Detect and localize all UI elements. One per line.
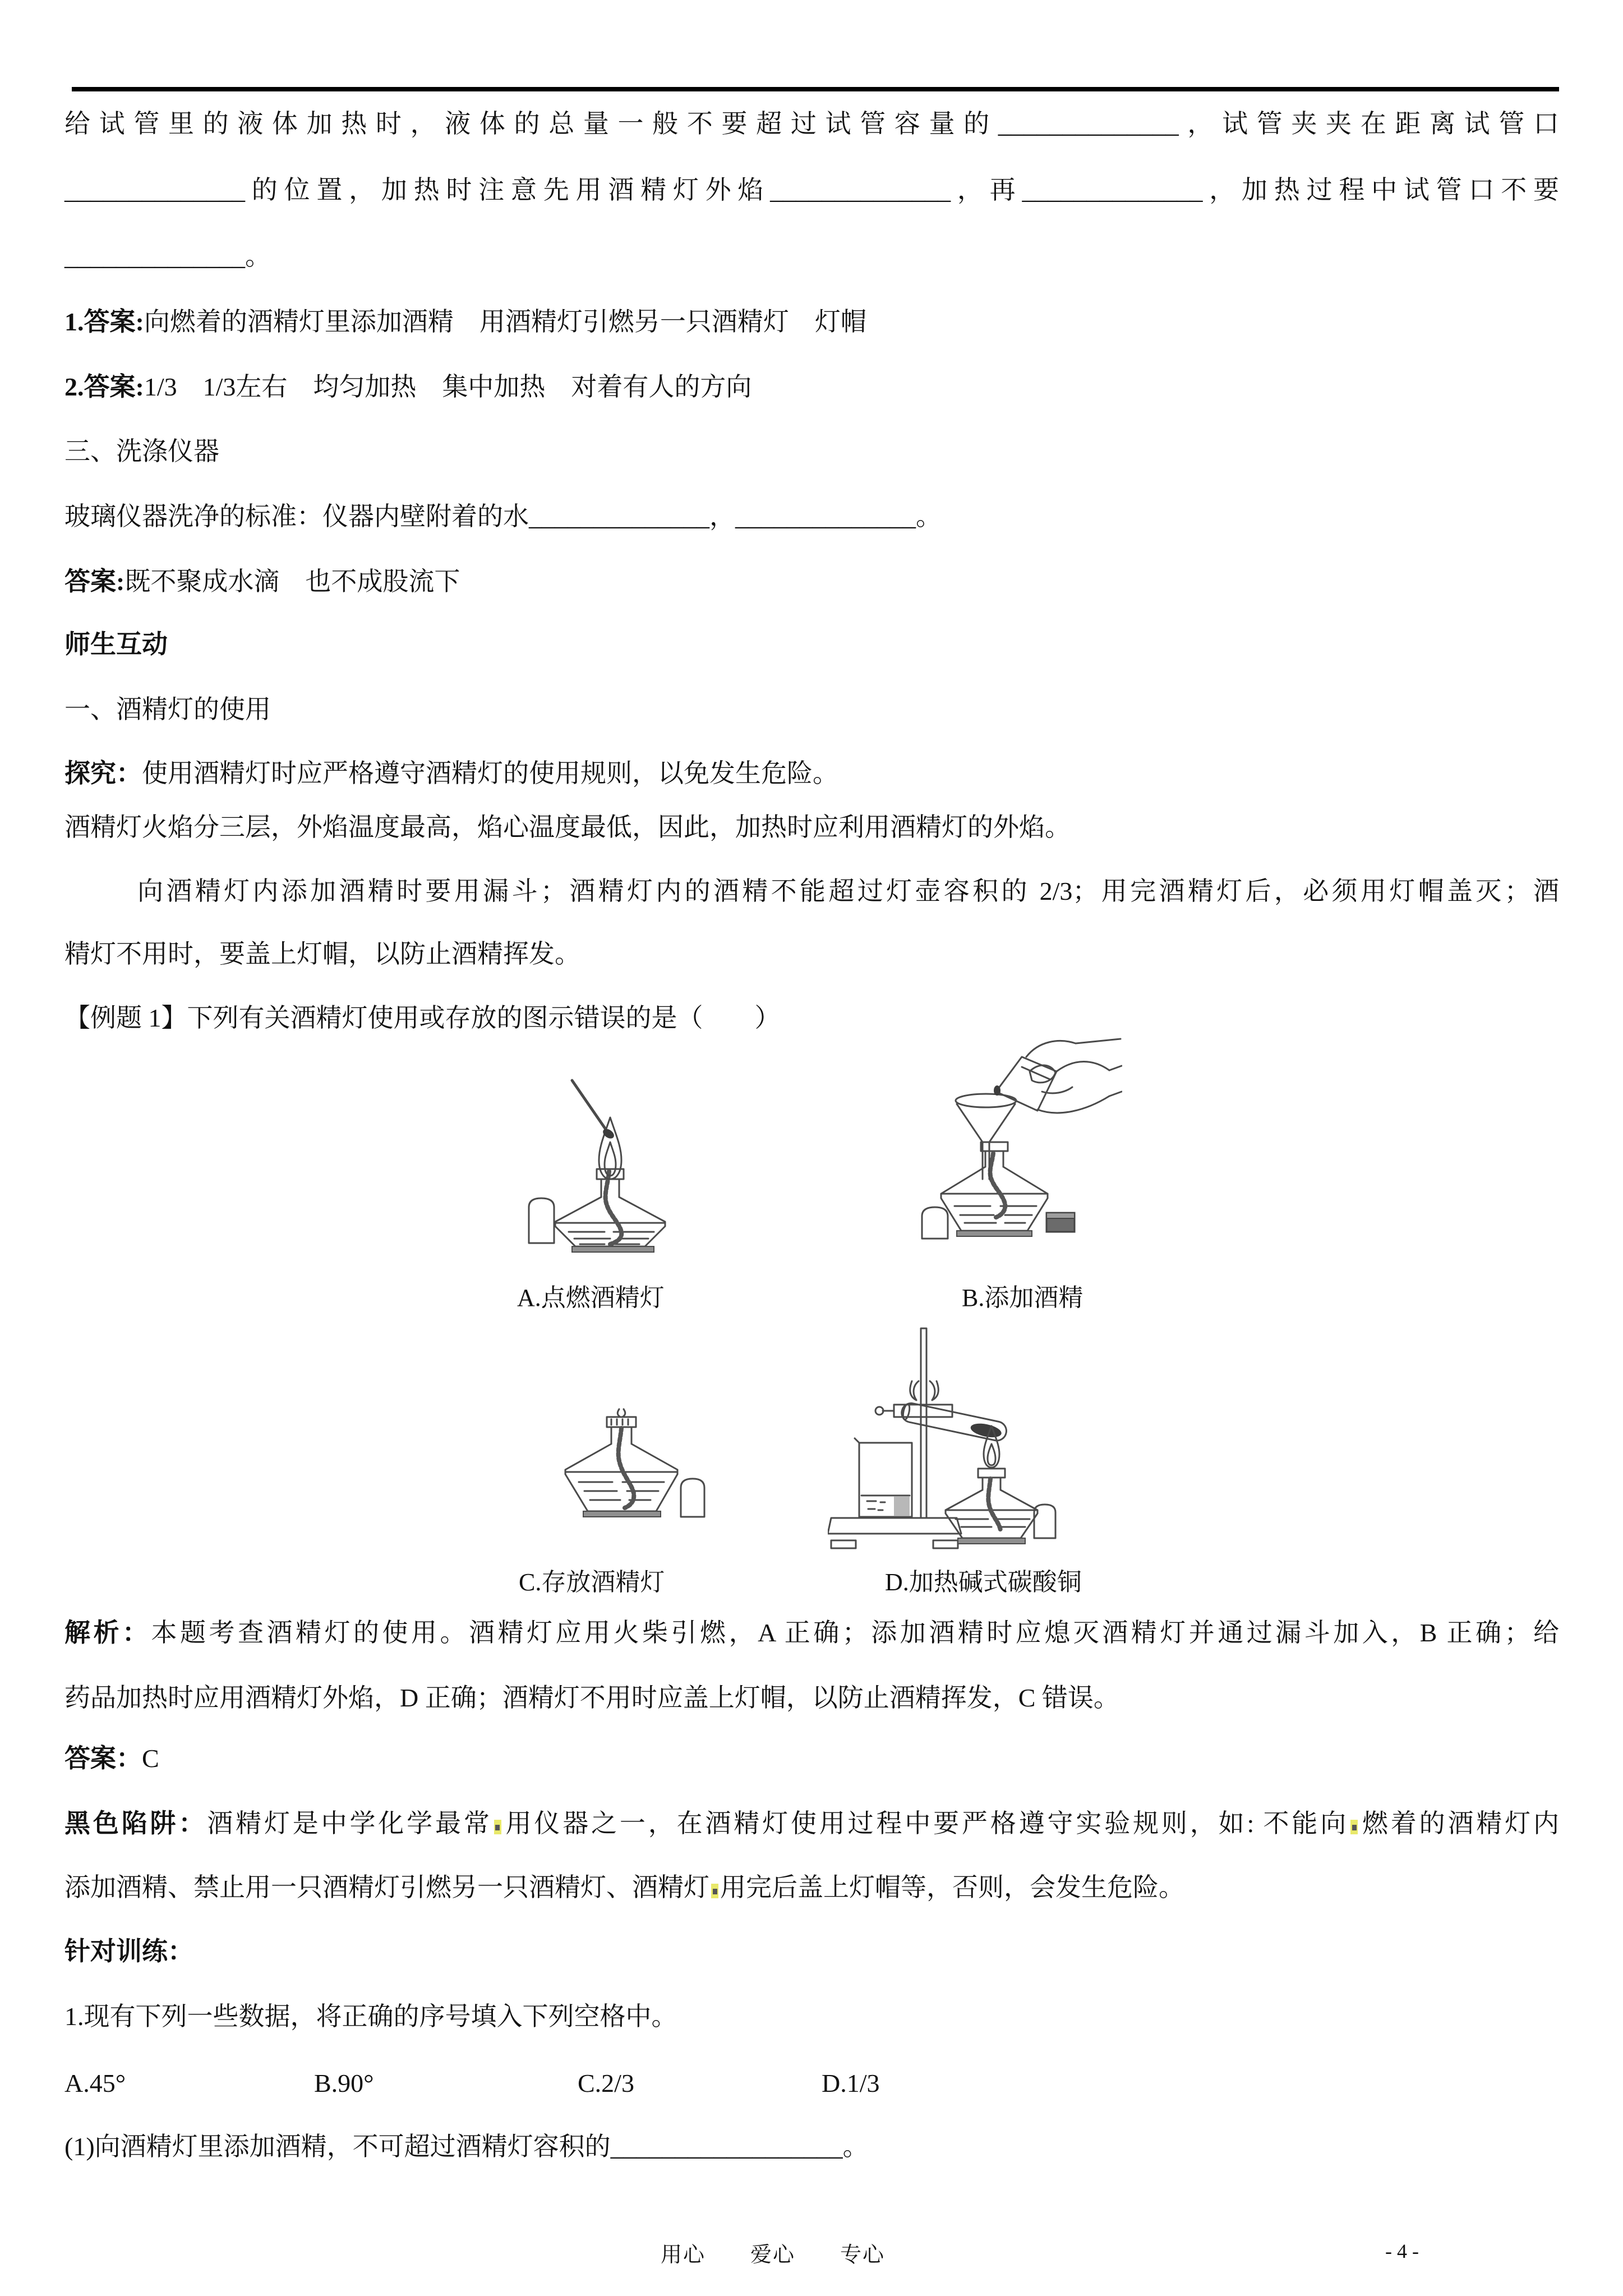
answer-2-text: 1/3 1/3左右 均匀加热 集中加热 对着有人的方向 xyxy=(144,372,752,401)
washing-answer-prefix: 答案: xyxy=(64,567,125,596)
option-d: D.1/3 xyxy=(822,2069,880,2097)
lamp-usage-line-2: 精灯不用时，要盖上灯帽，以防止酒精挥发。 xyxy=(64,940,580,968)
washing-answer-text: 既不聚成水滴 也不成股流下 xyxy=(125,567,460,596)
footer-motto: 用心 爱心 专心 xyxy=(661,2243,886,2267)
revision-mark-icon xyxy=(711,1884,718,1898)
trap-seg-1: 酒精灯是中学化学最常 xyxy=(207,1809,492,1838)
alcohol-lamp-icon xyxy=(941,1142,1048,1236)
explore-text: 使用酒精灯时应严格遵守酒精灯的使用规则，以免发生危险。 xyxy=(142,759,838,788)
section-lamp-usage: 一、酒精灯的使用 xyxy=(64,695,271,724)
interaction-heading: 师生互动 xyxy=(64,630,168,659)
option-a: A.45° xyxy=(64,2069,126,2097)
alcohol-lamp-icon xyxy=(555,1169,665,1252)
lamp-cap-icon xyxy=(922,1207,948,1239)
page-number: - 4 - xyxy=(1385,2240,1419,2262)
figure-a-illustration xyxy=(520,1064,677,1257)
figure-d-illustration xyxy=(828,1327,1063,1552)
trap-line2-seg-1: 添加酒精、禁止用一只酒精灯引燃另一只酒精灯、酒精灯 xyxy=(64,1873,709,1902)
answer-2-line xyxy=(64,371,1559,403)
washing-answer-line xyxy=(64,565,1559,598)
trap-line-1 xyxy=(64,1807,1559,1840)
figure-b-illustration xyxy=(912,1038,1122,1254)
fill-blank-line-2: ______________的位置，加热时注意先用酒精灯外焰______________，再______________，加热过程中试管口不要 xyxy=(64,176,1559,204)
analysis-line-1 xyxy=(64,1617,1559,1649)
figure-c-caption: C.存放酒精灯 xyxy=(519,1568,665,1596)
example-question: 【例题 1】下列有关酒精灯使用或存放的图示错误的是（ ） xyxy=(64,1004,781,1032)
revision-mark-icon xyxy=(494,1820,501,1834)
training-question-1: (1)向酒精灯里添加酒精，不可超过酒精灯容积的__________________。 xyxy=(64,2132,869,2161)
trap-prefix: 黑色陷阱： xyxy=(64,1809,208,1838)
option-b: B.90° xyxy=(314,2069,374,2097)
beaker-icon xyxy=(855,1438,912,1517)
figure-c-illustration xyxy=(554,1405,711,1524)
revision-mark-icon xyxy=(1350,1820,1358,1834)
answer-1-line xyxy=(64,306,1559,338)
training-heading: 针对训练： xyxy=(64,1937,193,1966)
option-c: C.2/3 xyxy=(578,2069,634,2097)
trap-line-2 xyxy=(64,1871,1559,1904)
fill-blank-line-3: ______________。 xyxy=(64,242,271,270)
trap-seg-2: 用仪器之一，在酒精灯使用过程中要严格遵守实验规则，如: 不能向 xyxy=(502,1809,1349,1838)
analysis-line-2: 药品加热时应用酒精灯外焰，D 正确；酒精灯不用时应盖上灯帽，以防止酒精挥发，C 错误。 xyxy=(64,1683,1119,1712)
flame-layers-line: 酒精灯火焰分三层，外焰温度最高，焰心温度最低，因此，加热时应利用酒精灯的外焰。 xyxy=(64,813,1071,841)
lamp-cap-icon xyxy=(529,1198,554,1243)
explore-prefix: 探究： xyxy=(64,759,142,788)
header-rule xyxy=(72,87,1559,91)
lamp-usage-line-1: 向酒精灯内添加酒精时要用漏斗；酒精灯内的酒精不能超过灯壶容积的 2/3；用完酒精灯后，必须用灯帽盖灭；酒 xyxy=(137,877,1559,905)
alcohol-lamp-icon xyxy=(946,1469,1038,1544)
trap-seg-3: 燃着的酒精灯内 xyxy=(1359,1809,1559,1838)
analysis-text-1: 本题考查酒精灯的使用。酒精灯应用火柴引燃，A 正确；添加酒精时应熄灭酒精灯并通过漏斗加入，B 正确；给 xyxy=(151,1618,1559,1647)
example-answer-text: C xyxy=(142,1744,159,1773)
figure-a-caption: A.点燃酒精灯 xyxy=(517,1284,665,1312)
test-tube-icon xyxy=(900,1401,1008,1442)
washing-standard-line: 玻璃仪器洗净的标准：仪器内壁附着的水______________，______________。 xyxy=(64,502,942,531)
training-item-1: 1.现有下列一些数据，将正确的序号填入下列空格中。 xyxy=(64,2002,677,2031)
answer-1-prefix: 1.答案: xyxy=(64,307,144,336)
figure-d-caption: D.加热碱式碳酸铜 xyxy=(885,1568,1082,1596)
explore-line xyxy=(64,757,1559,790)
analysis-prefix: 解析： xyxy=(64,1618,151,1647)
answer-1-text: 向燃着的酒精灯里添加酒精 用酒精灯引燃另一只酒精灯 灯帽 xyxy=(144,307,866,336)
bottle-cap-icon xyxy=(1046,1213,1075,1232)
example-answer-prefix: 答案： xyxy=(64,1744,142,1773)
hand-with-bottle-icon xyxy=(994,1039,1122,1113)
example-answer-line xyxy=(64,1742,1559,1775)
answer-2-prefix: 2.答案: xyxy=(64,372,144,401)
lamp-cap-icon xyxy=(681,1479,704,1517)
match-icon xyxy=(572,1080,616,1140)
alcohol-lamp-icon xyxy=(565,1409,677,1517)
fill-blank-line-1: 给试管里的液体加热时，液体的总量一般不要超过试管容量的______________，试管夹夹在距离试管口 xyxy=(64,109,1559,138)
trap-line2-seg-2: 用完后盖上灯帽等，否则，会发生危险。 xyxy=(720,1873,1184,1902)
section-washing-heading: 三、洗涤仪器 xyxy=(64,437,219,466)
figure-b-caption: B.添加酒精 xyxy=(962,1284,1083,1312)
